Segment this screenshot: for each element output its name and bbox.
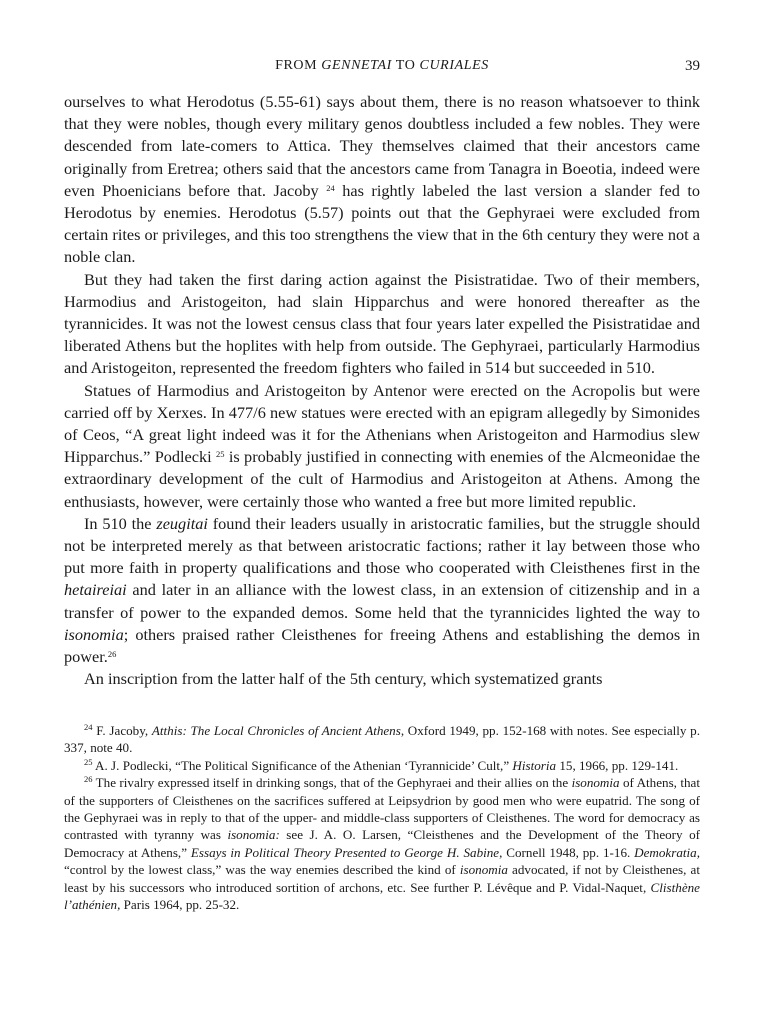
footnotes [64,722,700,913]
running-head [64,58,700,78]
paragraph-3: Statues of Harmodius and Aristogeiton by Antenor were erected on the Acropolis but were carried off by Xerxes. In 477/6 new statues were erected with an epigram allegedly by Simonides of Ceos, “A great light indeed was it for the Athenians when Aristogeiton and Harmodius slew Hipparchus.” Podlecki $^{25}$ is probably justified in connecting with enemies of the Alcmeonidae the extraordinary development of the cult of Harmodius and Aristogeiton at Athens. Among the enthusiasts, however, were certainly those who wanted a free but more limited republic. [64,380,700,511]
footnote-25: $^{25}$ A. J. Podlecki, “The Political Significance of the Athenian ‘Tyrannicide’ Cult,” Historia 15, 1966, pp. 129-141. [84,756,679,773]
running-head-title: FROM GENNETAI TO CURIALES [275,58,489,73]
footnote-ref-26: 26 [107,648,117,659]
footnote-26: $^{26}$ The rivalry expressed itself in drinking songs, that of the Gephyraei and their allies on the isonomia of Athens, that of the supporters of Cleisthenes on the sacrifices suffered at Leipsydrion by good men who were eupatrid. The song of the Gephyraei was in reply to that of the upper- and middle-class supporters of Cleisthenes. The word for democracy as contrasted with tyranny was isonomia: see J. A. O. Larsen, “Cleisthenes and the Development of the Theory of Democracy at Athens,” Essays in Political Theory Presented to George H. Sabine, Cornell 1948, pp. 1-16. Demokratia, “control by the lowest class,” was the way enemies described the kind of isonomia advocated, if not by Cleisthenes, at least by his successors who introduced sortition of archons, etc. See further P. Lévêque and P. Vidal-Naquet, Clisthène l’athénien, Paris 1964, pp. 25-32. [64,774,700,913]
paragraph-5: An inscription from the latter half of the 5th century, which systematized grants [84,669,603,689]
footnote-ref-24: 24 [326,182,335,193]
body-text [64,91,700,690]
paragraph-2: But they had taken the first daring action against the Pisistratidae. Two of their members, Harmodius and Aristogeiton, had slain Hipparchus and were honored thereafter as the tyrannicides. It was not the lowest census class that four years later expelled the Pisistratidae and liberated Athens but the hoplites with help from outside. The Gephyraei, particularly Harmodius and Aristogeiton, represented the freedom fighters who failed in 514 but succeeded in 510. [64,269,700,378]
footnote-24: $^{24}$ F. Jacoby, Atthis: The Local Chronicles of Ancient Athens, Oxford 1949, pp. 152-168 with notes. See especially p. 337, note 40. [64,721,700,756]
paragraph-1: ourselves to what Herodotus (5.55-61) says about them, there is no reason whatsoever to think that they were nobles, though every military genos doubtless included a few nobles. They were descended from late-comers to Attica. They themselves claimed that their ancestors came originally from Eretrea; others said that the ancestors came from Tanagra in Boeotia, indeed were even Phoenicians before that. Jacoby $^{24}$ has rightly labeled the last version a slander fed to Herodotus by enemies. Herodotus (5.57) points out that the Gephyraei were excluded from certain rites or privileges, and this too strengthens the view that in the 6th century they were not a noble clan. [64,92,701,267]
footnote-ref-25: 25 [216,449,225,460]
paragraph-4: In 510 the zeugitai found their leaders usually in aristocratic families, but the struggle should not be interpreted merely as that between aristocratic factions; rather it lay between those who put more faith in property qualifications and those who cooperated with Cleisthenes first in the hetaireiai and later in an alliance with the lowest class, in an extension of citizenship and in a transfer of power to the expanded demos. Some held that the tyrannicides lighted the way to isonomia; others praised rather Cleisthenes for freeing Athens and establishing the demos in power.$^{26}$ [64,513,701,667]
page-number: 39 [685,58,700,74]
